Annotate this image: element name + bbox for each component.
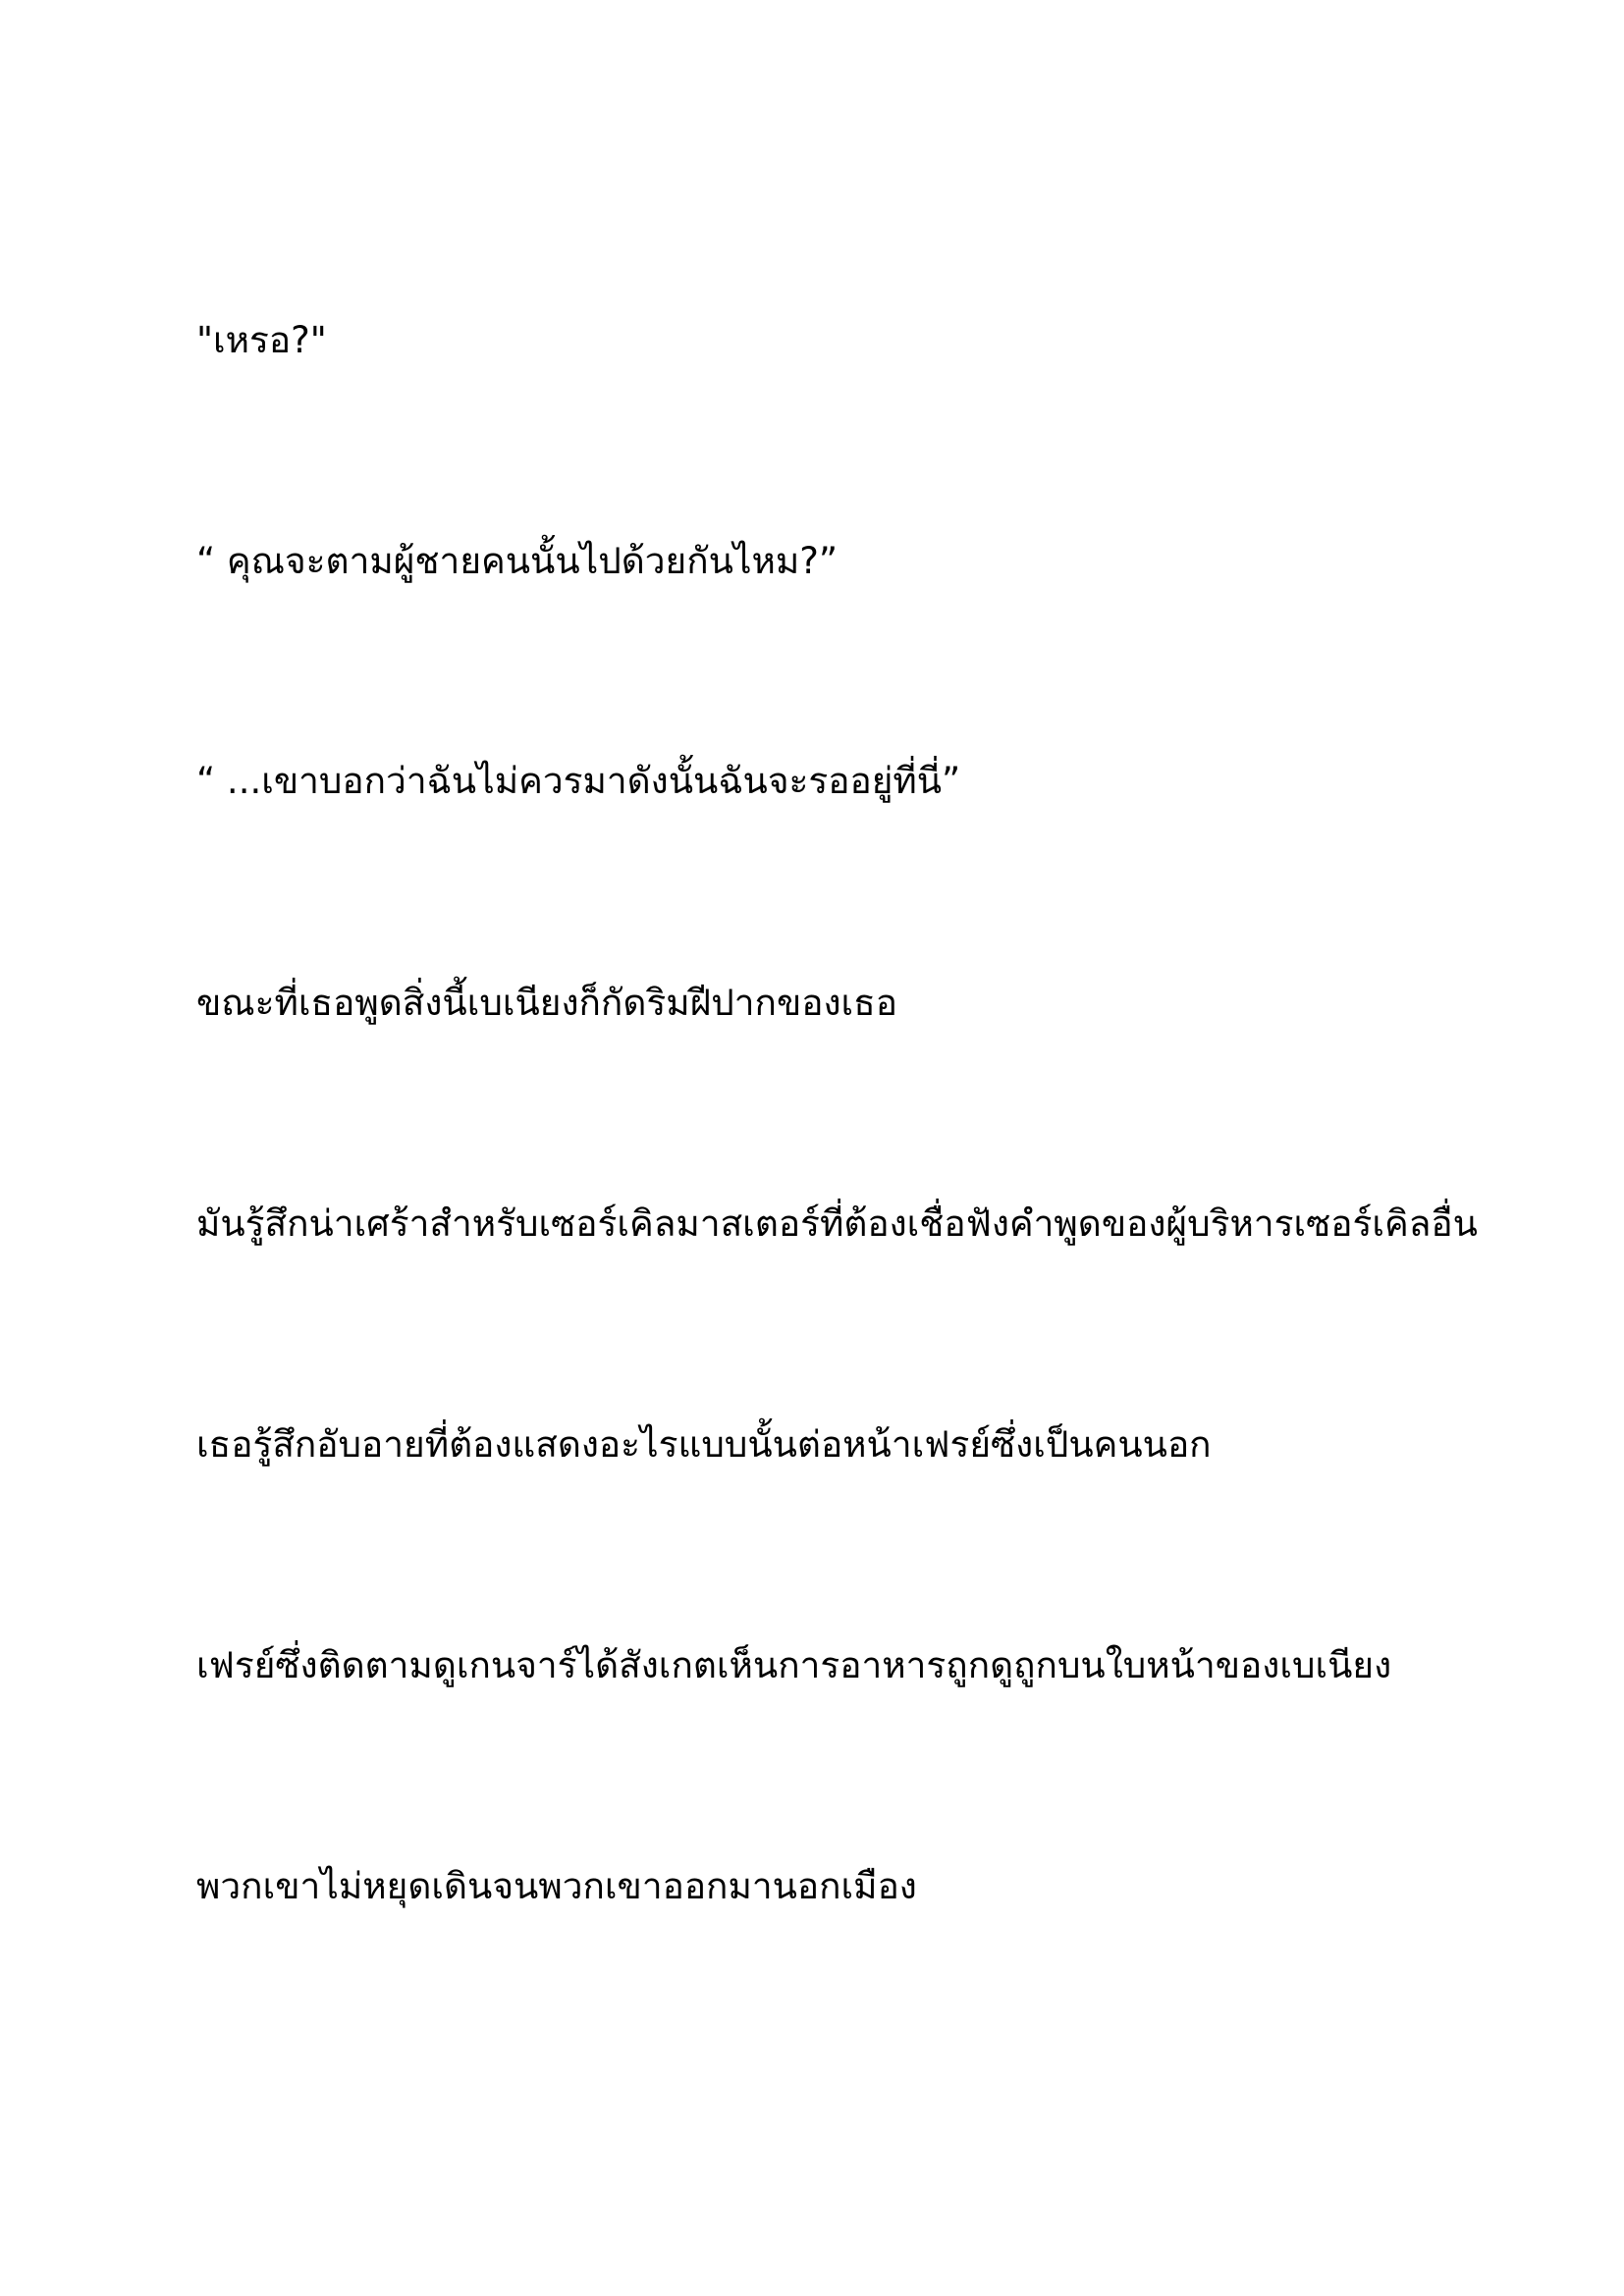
- paragraph-2: “ คุณจะตามผู้ชายคนนั้นไปด้วยกันไหม?”: [196, 540, 839, 582]
- paragraph-5: มันรู้สึกน่าเศร้าสำหรับเซอร์เคิลมาสเตอร์ที่ต้องเชื่อฟังคำพูดของผู้บริหารเซอร์เคิลอื่น: [196, 1202, 1478, 1245]
- paragraph-1: "เหรอ?": [196, 319, 327, 361]
- paragraph-3: “ ...เขาบอกว่าฉันไม่ควรมาดังนั้นฉันจะรออยู่ที่นี่”: [196, 760, 961, 802]
- paragraph-4: ขณะที่เธอพูดสิ่งนี้เบเนียงก็กัดริมฝีปากของเธอ: [196, 982, 897, 1024]
- paragraph-7: เฟรย์ซึ่งติดตามดูเกนจาร์ได้สังเกตเห็นการอาหารถูกดูถูกบนใบหน้าของเบเนียง: [196, 1644, 1392, 1686]
- paragraph-8: พวกเขาไม่หยุดเดินจนพวกเขาออกมานอกเมือง: [196, 1865, 917, 1907]
- paragraph-6: เธอรู้สึกอับอายที่ต้องแสดงอะไรแบบนั้นต่อหน้าเฟรย์ซึ่งเป็นคนนอก: [196, 1423, 1212, 1466]
